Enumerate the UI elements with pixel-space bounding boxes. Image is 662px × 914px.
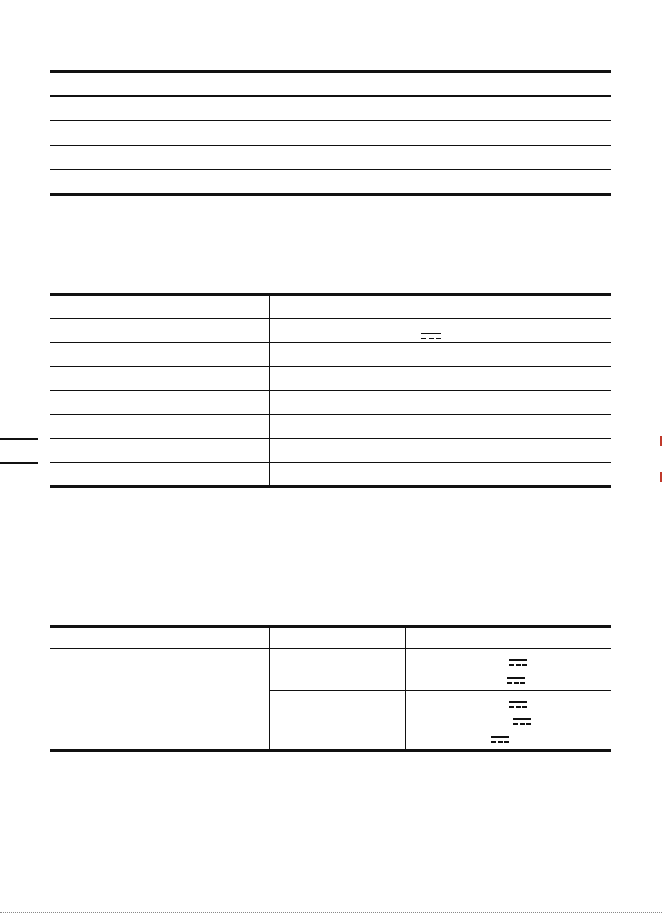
table-1-row-rule (50, 120, 611, 121)
margin-tab (0, 438, 38, 440)
dc-symbol-icon (509, 659, 527, 667)
table-3-column-divider (405, 628, 406, 749)
table-1-bottom-rule (50, 193, 611, 196)
table-3-row-rule (269, 690, 611, 691)
table-1-row-rule (50, 145, 611, 146)
table-2-bottom-rule (50, 485, 611, 488)
table-3-top-rule (50, 625, 611, 628)
table-2-row-rule (50, 366, 611, 367)
dc-symbol-icon (421, 333, 441, 341)
table-2-row-rule (50, 318, 611, 319)
dc-symbol-icon (513, 718, 531, 726)
table-2-row-rule (50, 390, 611, 391)
table-2-column-divider (269, 296, 270, 485)
table-2-row-rule (50, 438, 611, 439)
table-1-row-rule (50, 95, 611, 97)
dc-symbol-icon (507, 677, 525, 685)
table-2-row-rule (50, 414, 611, 415)
table-2-row-rule (50, 342, 611, 343)
table-3-row-rule (50, 648, 611, 649)
dc-symbol-icon (491, 736, 509, 744)
table-2-top-rule (50, 293, 611, 296)
table-1-top-rule (50, 70, 611, 73)
table-3-column-divider (269, 628, 270, 749)
table-2-row-rule (50, 462, 611, 463)
margin-tab (0, 462, 38, 464)
dc-symbol-icon (509, 701, 527, 709)
table-3-bottom-rule (50, 749, 611, 752)
table-1-row-rule (50, 169, 611, 170)
